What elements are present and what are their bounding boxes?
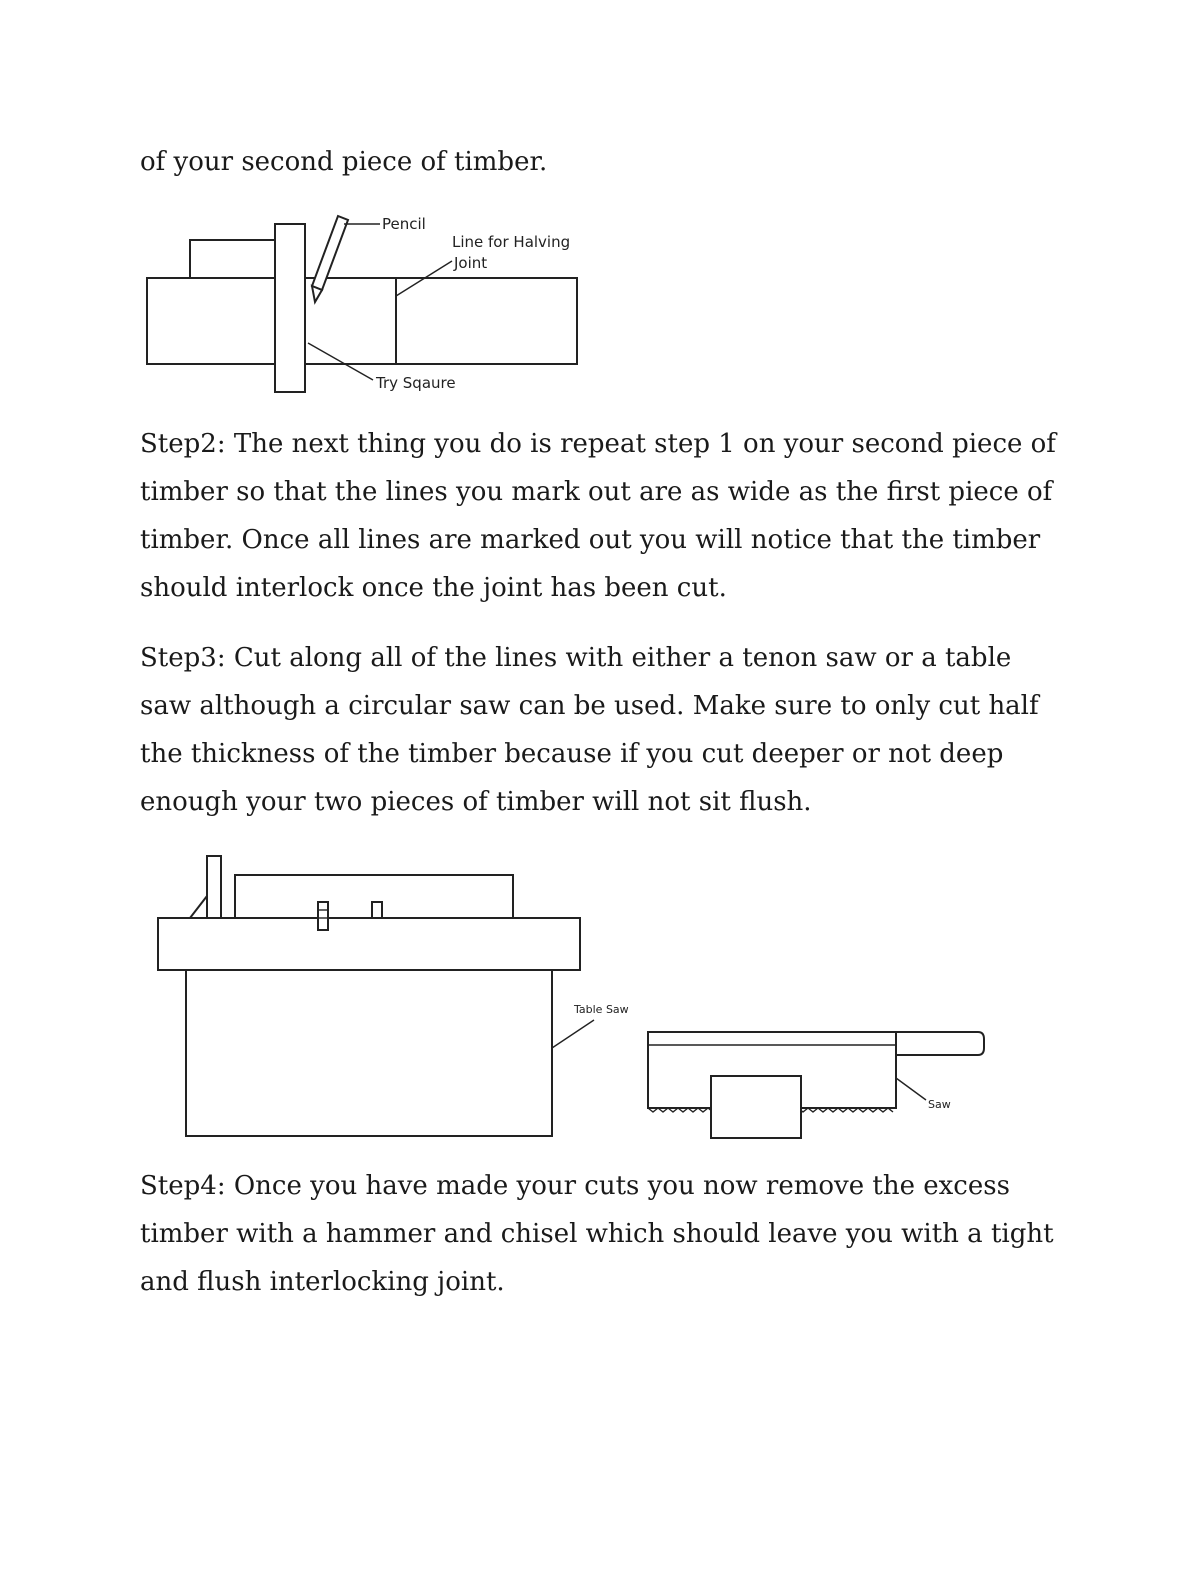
step2-text: Step2: The next thing you do is repeat step 1 on your second piece of timber so that the lines you mark out are as wide as the first piece of timber. Once all lines are marked out you will notice that the timber should interlock once the joint has been cut. <box>140 429 1056 603</box>
saw-diagram <box>150 850 1000 1140</box>
timber-piece <box>147 278 577 364</box>
label-saw: Saw <box>928 1098 951 1111</box>
try-square-blade <box>275 224 305 392</box>
marking-diagram <box>140 210 590 400</box>
table-saw <box>158 856 580 1136</box>
label-line-for-halving: Line for Halving <box>452 233 571 251</box>
label-try-square: Try Sqaure <box>376 374 456 392</box>
label-joint: Joint <box>454 254 488 272</box>
pencil-icon <box>312 216 348 302</box>
label-table-saw: Table Saw <box>574 1003 629 1016</box>
label-pencil: Pencil <box>382 215 426 233</box>
step4-text: Step4: Once you have made your cuts you now remove the excess timber with a hammer and chisel which should leave you with a tight and flush interlocking joint. <box>140 1171 1054 1297</box>
hand-saw <box>648 1032 984 1138</box>
step3-text: Step3: Cut along all of the lines with either a tenon saw or a table saw although a circular saw can be used. Make sure to only cut half the thickness of the timber because if you cut deeper or not deep enough your two pieces of timber will not sit flush. <box>140 643 1039 817</box>
intro-tail-text: of your second piece of timber. <box>140 147 548 177</box>
